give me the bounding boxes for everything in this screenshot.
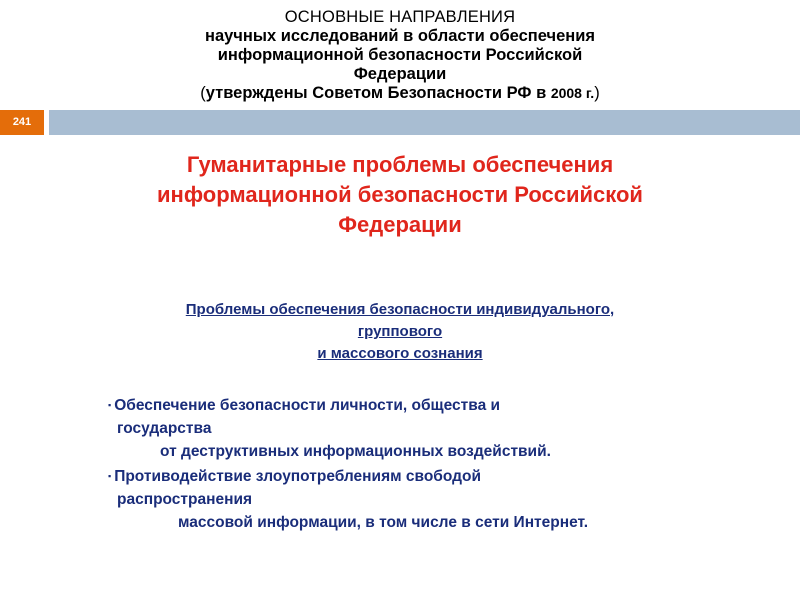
- bullet-2-line-1: [108, 465, 481, 488]
- header-line-5: [0, 84, 800, 103]
- header-year: 2008 г.: [550, 85, 595, 101]
- subheading-line-1: [0, 299, 800, 321]
- bullet-2-text-1: Противодействие злоупотреблениям свободой: [114, 468, 481, 485]
- header-approval-text: утверждены Советом Безопасности РФ в: [205, 84, 551, 102]
- subheading-text-3: и массового сознания: [317, 345, 483, 362]
- header-paren-open: (: [200, 84, 206, 102]
- header-line-1: ОСНОВНЫЕ НАПРАВЛЕНИЯ: [284, 8, 516, 26]
- subheading-text-1: Проблемы обеспечения безопасности индивидуального,: [185, 301, 615, 318]
- main-title: [0, 150, 800, 240]
- bullet-2-marker: ▪: [108, 471, 112, 481]
- bullet-2-line-2: распространения: [117, 491, 253, 508]
- subheading: [0, 299, 800, 365]
- slide-header: [0, 8, 800, 103]
- bullet-2-line-3: массовой информации, в том числе в сети Интернет.: [178, 514, 589, 531]
- header-line-4: Федерации: [353, 65, 447, 83]
- header-line-2: научных исследований в области обеспечения: [204, 27, 595, 45]
- bullet-1-line-3: от деструктивных информационных воздействий.: [160, 443, 551, 460]
- header-paren-close: ): [594, 84, 600, 102]
- bullet-1-line-2: государства: [117, 420, 212, 437]
- main-title-line-2: информационной безопасности Российской: [157, 182, 643, 207]
- subheading-line-2: [0, 321, 800, 343]
- bullet-1-text-1: Обеспечение безопасности личности, общества и: [114, 397, 501, 414]
- subheading-text-2: группового: [357, 323, 443, 340]
- slide-number-badge: 241: [0, 110, 44, 135]
- subheading-line-3: [0, 343, 800, 365]
- main-title-line-1: Гуманитарные проблемы обеспечения: [186, 152, 614, 177]
- main-title-line-3: Федерации: [338, 212, 462, 237]
- bullet-1-line-1: [108, 394, 500, 417]
- header-line-3: информационной безопасности Российской: [217, 46, 583, 64]
- bullet-1-marker: ▪: [108, 400, 112, 410]
- header-divider-bar: [49, 110, 800, 135]
